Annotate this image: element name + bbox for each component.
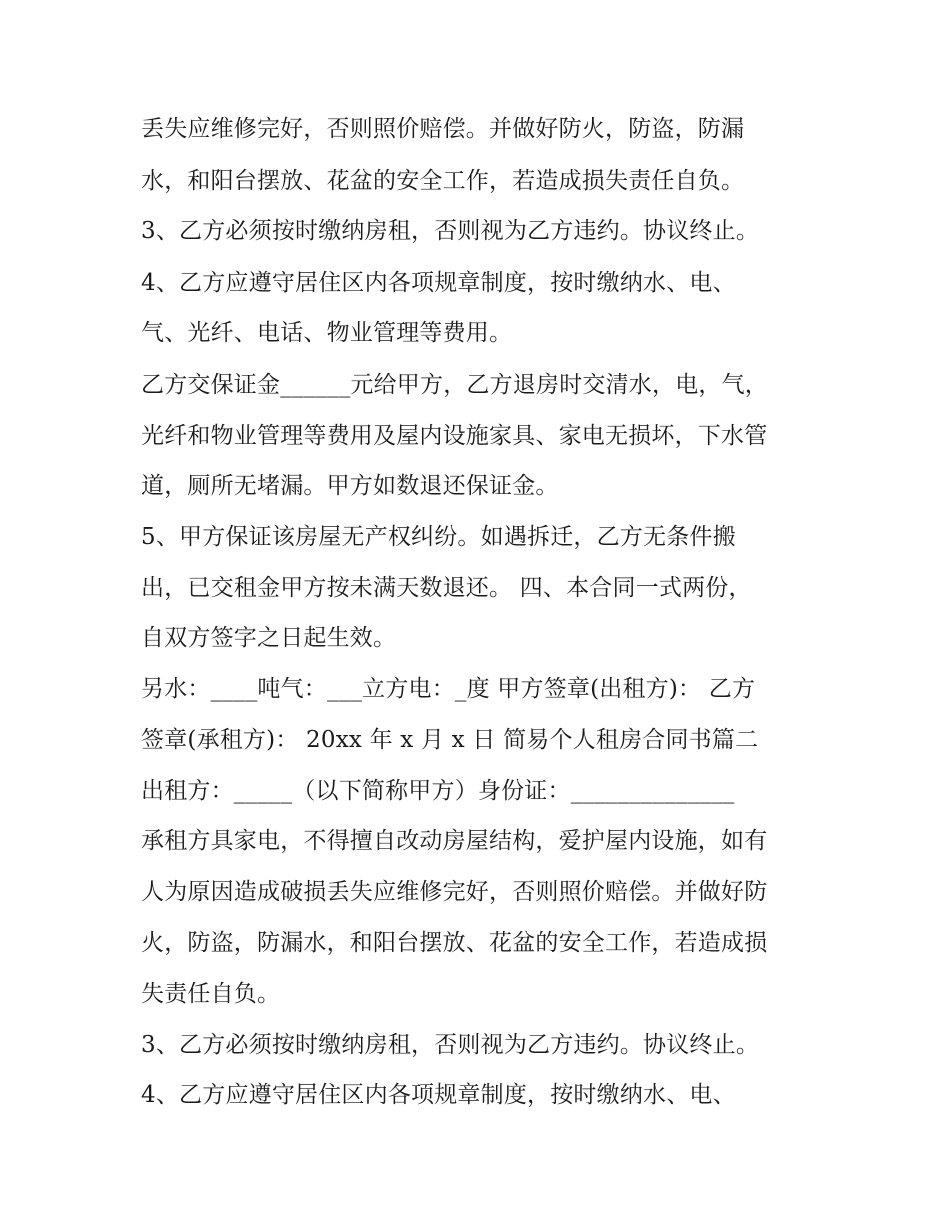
paragraph-line: 签章(承租方)： 20xx 年 x 月 x 日 简易个人租房合同书篇二 <box>141 727 759 753</box>
paragraph-line: 自双方签字之日起生效。 <box>141 625 397 651</box>
paragraph-line: 火，防盗，防漏水，和阳台摆放、花盆的安全工作，若造成损 <box>141 930 768 956</box>
paragraph-line: 3、乙方必须按时缴纳房租，否则视为乙方违约。协议终止。 <box>141 1032 760 1058</box>
paragraph-line: 乙方交保证金______元给甲方，乙方退房时交清水，电，气， <box>141 372 768 398</box>
paragraph-line: 4、乙方应遵守居住区内各项规章制度，按时缴纳水、电、 <box>141 1082 736 1108</box>
paragraph-line: 承租方具家电，不得擅自改动房屋结构，爱护屋内设施，如有 <box>141 828 768 854</box>
paragraph-line: 4、乙方应遵守居住区内各项规章制度，按时缴纳水、电、 <box>141 270 736 296</box>
paragraph-line: 气、光纤、电话、物业管理等费用。 <box>141 320 513 346</box>
paragraph-line: 失责任自负。 <box>141 981 281 1007</box>
paragraph-line: 5、甲方保证该房屋无产权纠纷。如遇拆迁，乙方无条件搬 <box>141 524 736 550</box>
paragraph-line: 光纤和物业管理等费用及屋内设施家具、家电无损坏，下水管 <box>141 423 768 449</box>
paragraph-line: 道，厕所无堵漏。甲方如数退还保证金。 <box>141 473 559 499</box>
paragraph-line: 另水：____吨气：___立方电：_度 甲方签章(出租方)： 乙方 <box>141 676 756 702</box>
paragraph-line: 出租方：_____（以下简称甲方）身份证：______________ <box>141 778 735 804</box>
paragraph-line: 水，和阳台摆放、花盆的安全工作，若造成损失责任自负。 <box>141 168 745 194</box>
paragraph-line: 3、乙方必须按时缴纳房租，否则视为乙方违约。协议终止。 <box>141 218 760 244</box>
paragraph-line: 出，已交租金甲方按未满天数退还。 四、本合同一式两份， <box>141 575 752 601</box>
paragraph-line: 人为原因造成破损丢失应维修完好，否则照价赔偿。并做好防 <box>141 879 768 905</box>
paragraph-line: 丢失应维修完好，否则照价赔偿。并做好防火，防盗，防漏 <box>141 116 745 142</box>
